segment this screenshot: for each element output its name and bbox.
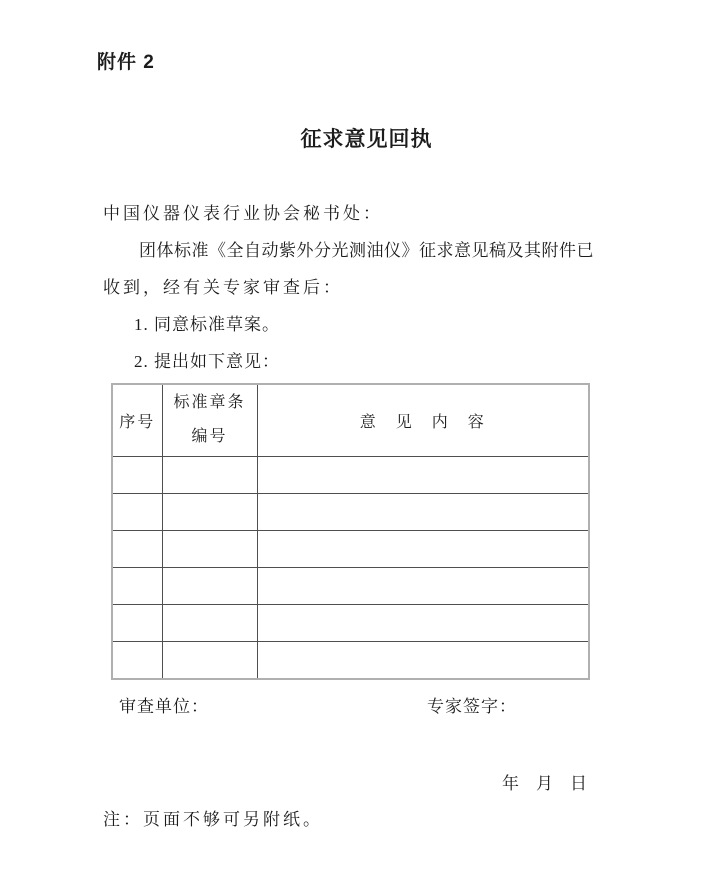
cell-seq-empty <box>113 567 162 604</box>
cell-clause-empty <box>162 567 257 604</box>
expert-signature-label: 专家签字： <box>427 697 517 716</box>
review-unit-label: 审查单位： <box>119 697 209 716</box>
table-header-row <box>113 385 588 456</box>
cell-content-empty <box>257 493 588 530</box>
table-row <box>113 641 588 678</box>
cell-content-empty <box>257 604 588 641</box>
column-header-content: 意 见 内 容 <box>257 385 588 456</box>
column-header-seq: 序号 <box>113 385 162 456</box>
list-item-2: 2. 提出如下意见： <box>134 352 280 371</box>
comments-table <box>111 383 590 680</box>
cell-seq-empty <box>113 530 162 567</box>
cell-clause-empty <box>162 456 257 493</box>
cell-content-empty <box>257 641 588 678</box>
cell-content-empty <box>257 567 588 604</box>
list-item-1: 1. 同意标准草案。 <box>134 315 280 334</box>
body-text <box>103 195 603 380</box>
table-row <box>113 604 588 641</box>
column-header-clause <box>162 385 257 456</box>
cell-seq-empty <box>113 493 162 530</box>
table-row <box>113 530 588 567</box>
table-row <box>113 567 588 604</box>
column-header-clause-line2: 编号 <box>191 428 228 446</box>
date-line: 年 月 日 <box>502 774 587 793</box>
page-title: 征求意见回执 <box>300 128 433 151</box>
cell-content-empty <box>257 530 588 567</box>
body-line-1: 团体标准《全自动紫外分光测油仪》征求意见稿及其附件已 <box>139 241 594 260</box>
salutation-line: 中国仪器仪表行业协会秘书处： <box>103 204 383 223</box>
table-row <box>113 456 588 493</box>
column-header-clause-line1: 标准章条 <box>173 394 246 412</box>
signature-row <box>0 692 703 714</box>
cell-clause-empty <box>162 604 257 641</box>
cell-clause-empty <box>162 530 257 567</box>
cell-seq-empty <box>113 456 162 493</box>
cell-seq-empty <box>113 641 162 678</box>
cell-clause-empty <box>162 641 257 678</box>
attachment-label: 附件 2 <box>97 52 155 73</box>
footnote: 注：页面不够可另附纸。 <box>103 810 323 829</box>
body-line-2: 收到，经有关专家审查后： <box>103 278 343 297</box>
cell-clause-empty <box>162 493 257 530</box>
cell-seq-empty <box>113 604 162 641</box>
cell-content-empty <box>257 456 588 493</box>
table-row <box>113 493 588 530</box>
